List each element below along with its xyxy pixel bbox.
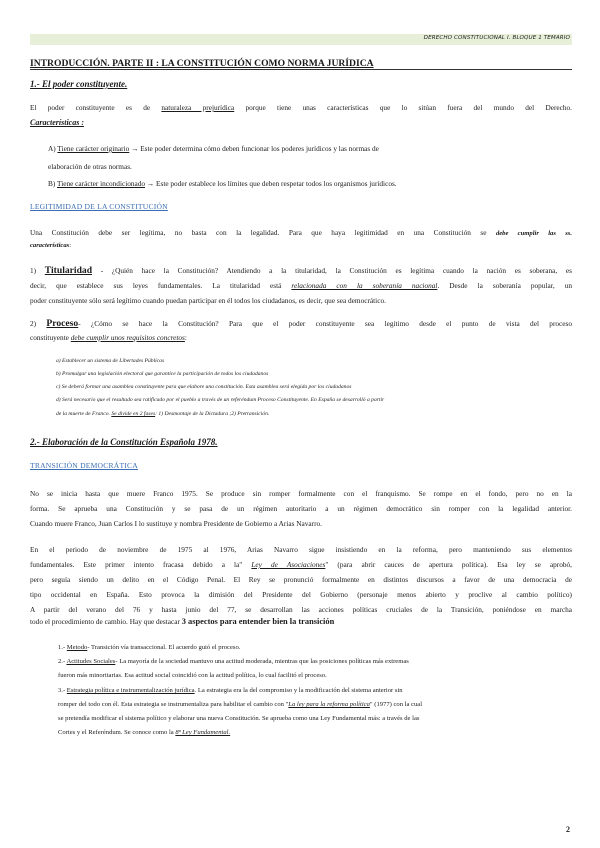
text-run-bold-italic: debe cumplir las ss. bbox=[495, 230, 572, 237]
text-run: 1.- bbox=[58, 644, 67, 651]
paragraph-titularidad-l1 bbox=[30, 264, 572, 279]
text-run: - La mayoría de la sociedad mantuvo una actitud moderada, mientras que las posiciones políticas más extremas bbox=[115, 658, 409, 665]
text-run: : bbox=[184, 333, 187, 342]
text-run: 3.- bbox=[58, 687, 67, 694]
title-underline-rule bbox=[30, 69, 572, 70]
text-run-underlined: 8ª Ley Fundamental. bbox=[175, 729, 231, 736]
paragraph-navarro-l5: A partir del verano del 76 y hasta junio del 77, se desarrollan las acciones políticas cruciales de la Transición, poniéndose en marcha bbox=[30, 605, 572, 614]
text-run-underlined: Se divide en 2 fases bbox=[111, 411, 156, 417]
text-run: . Desde la soberanía popular, un bbox=[437, 281, 572, 290]
aspecto-estrategia-l3: se pretendía modificar el sistema político y elaborar una nueva Constitución. Se aprueba como una Ley Fundamental más: a través de las bbox=[58, 715, 420, 722]
text-run: de la muerte de Franco. bbox=[56, 411, 112, 417]
paragraph-transicion-l2: forma. Se aprueba una Constitución y se pasa de un régimen autoritario a un régimen democrático sin romper con la legalidad anterior. bbox=[30, 504, 572, 513]
text-run-underlined: naturaleza prejurídica bbox=[161, 103, 235, 112]
text-run: " (1977) con la cual bbox=[369, 701, 423, 708]
paragraph-navarro-l6 bbox=[30, 617, 334, 626]
section-heading-transicion: TRANSICIÓN DEMOCRÁTICA bbox=[30, 461, 138, 470]
text-run-underlined: relacionada con la soberanía nacional bbox=[291, 281, 438, 290]
paragraph-navarro-l2 bbox=[30, 558, 572, 573]
section-heading-legitimidad: LEGITIMIDAD DE LA CONSTITUCIÓN bbox=[30, 202, 168, 211]
requisito-d-cont bbox=[56, 408, 269, 421]
heading-end: . bbox=[215, 437, 218, 447]
caracteristicas-label: Características : bbox=[30, 118, 84, 127]
text-run: constituyente bbox=[30, 333, 71, 342]
text-run: decir, que establece sus leyes fundamentales. La titularidad está bbox=[30, 281, 292, 290]
text-run: romper del todo con él. Esta estrategia se instrumentaliza para habilitar el cambio con " bbox=[58, 701, 289, 708]
section-heading-elaboracion bbox=[30, 437, 218, 447]
section-heading-poder-constituyente: 1.- El poder constituyente. bbox=[30, 79, 128, 89]
text-run: . La estrategia era la del compromiso y la modificación del sistema anterior sin bbox=[194, 687, 403, 694]
text-run: Una Constitución debe ser legítima, no basta con la legalidad. Para que haya legitimidad en una Constitución se bbox=[30, 228, 496, 237]
titularidad-term: Titularidad bbox=[44, 265, 93, 276]
paragraph-poder-intro bbox=[30, 101, 572, 116]
text-run: - Transición vía transaccional. El acuerdo guió el proceso. bbox=[87, 644, 241, 651]
item-caracter-incondicionado bbox=[48, 177, 397, 191]
requisito-d: d) Será necesario que el resultado sea ratificado por el pueblo a través de un referéndum Proceso Constituyente. En España se desarrolló a partir bbox=[56, 397, 385, 403]
text-run-underlined: Estrategia política e instrumentalización jurídica bbox=[66, 687, 195, 694]
requisito-b: b) Promulgar una legislación electoral que garantice la participación de todos los ciudadanos bbox=[56, 371, 269, 377]
text-run: 2) bbox=[30, 319, 47, 328]
requisito-c: c) Se deberá formar una asamblea constituyente para que elabore una constitución. Esta asamblea será elegida por los ciudadanos bbox=[56, 384, 352, 390]
text-run: - ¿Quién hace la Constitución? Atendiendo a la titularidad, la Constitución es legítima cuando la nación es soberana, es bbox=[92, 266, 573, 275]
text-run: porque tiene unas características que lo sitúan fuera del mundo del Derecho. bbox=[234, 103, 572, 112]
paragraph-titularidad-l2 bbox=[30, 279, 572, 294]
paragraph-transicion-l1: No se inicia hasta que muere Franco 1975. Se produce sin romper formalmente con el franquismo. Se rompe en el fondo, pero no en la bbox=[30, 489, 572, 498]
item-caracter-originario bbox=[48, 142, 379, 156]
text-run: Cortes y el Referéndum. Se conoce como la bbox=[58, 729, 176, 736]
paragraph-legitimidad-cont bbox=[30, 242, 71, 249]
text-run: - ¿Cómo se hace la Constitución? Para que el poder constituyente sea legítimo desde el punto de vista del proceso bbox=[78, 319, 572, 328]
page-number: 2 bbox=[566, 825, 570, 834]
text-run-underlined: La ley para la reforma política bbox=[288, 701, 370, 708]
text-run-underlined: Ley de Asociaciones bbox=[251, 560, 326, 569]
text-run-bold: 3 aspectos para entender bien la transición bbox=[181, 617, 335, 626]
text-run: : 1) Desmontaje de la Dictadura ;2) Pretransición. bbox=[155, 411, 270, 417]
heading-text: 2.- Elaboración de la Constitución Española 1978 bbox=[30, 437, 216, 447]
text-run: : bbox=[69, 242, 72, 249]
text-run: " (para abrir cauces de apertura política). Esa ley se aprobó, bbox=[325, 560, 572, 569]
text-run-underlined: debe cumplir unos requisitos concretos bbox=[70, 333, 185, 342]
aspecto-actitudes bbox=[58, 655, 409, 668]
page-title: INTRODUCCIÓN. PARTE II : LA CONSTITUCIÓN COMO NORMA JURÍDICA bbox=[30, 58, 374, 69]
text-run-bold-italic: características bbox=[30, 242, 70, 249]
text-run: El poder constituyente es de bbox=[30, 103, 162, 112]
paragraph-proceso-l2 bbox=[30, 333, 187, 342]
text-run: A) bbox=[48, 144, 58, 153]
paragraph-legitimidad bbox=[30, 226, 572, 242]
text-run: fundamentales. Este primer intento fracasa debido a la" bbox=[30, 560, 252, 569]
text-run: B) bbox=[48, 179, 57, 188]
requisito-a: a) Establecer un sistema de Libertades Públicas bbox=[56, 358, 165, 364]
paragraph-navarro-l3: pero seguía siendo un delito en el Código Penal. El Rey se pronunció formalmente en distintos discursos a favor de una democracia de bbox=[30, 575, 572, 584]
aspecto-metodo bbox=[58, 641, 240, 654]
text-run-underlined: Tiene carácter incondicionado bbox=[57, 179, 146, 188]
paragraph-navarro-l4: tipo occidental en España. Esto provoca la dimisión del Presidente del Gobierno (personaje menos abierto y proclive al cambio político) bbox=[30, 590, 572, 599]
proceso-term: Proceso bbox=[46, 318, 79, 329]
text-run: 2.- bbox=[58, 658, 67, 665]
aspecto-estrategia bbox=[58, 684, 403, 697]
text-run: todo el procedimiento de cambio. Hay que destacar bbox=[30, 617, 182, 626]
paragraph-titularidad-l3: poder constituyente sólo será legítimo cuando puedan participar en él todos los ciudadanos, es decir, que sea democrático. bbox=[30, 296, 386, 305]
text-run-underlined: Metodo bbox=[66, 644, 88, 651]
aspecto-estrategia-l2 bbox=[58, 698, 422, 711]
text-run: 1) bbox=[30, 266, 45, 275]
text-run-underlined: Tiene carácter originario bbox=[57, 144, 130, 153]
paragraph-transicion-l3: Cuando muere Franco, Juan Carlos I lo sustituye y nombra Presidente de Gobierno a Arias Navarro. bbox=[30, 519, 323, 528]
aspecto-actitudes-cont: fueron más minoritarias. Esa actitud social coincidió con la actitud política, lo cual facilitó el proceso. bbox=[58, 672, 327, 679]
text-run: → Este poder establece los límites que deben respetar todos los organismos jurídicos. bbox=[145, 179, 397, 188]
text-run-underlined: Actitudes Sociales bbox=[66, 658, 116, 665]
aspecto-estrategia-l4 bbox=[58, 726, 230, 739]
running-header: DERECHO CONSTITUCIONAL I. BLOQUE 1 TEMARIO bbox=[423, 35, 570, 41]
paragraph-navarro-l1: En el periodo de noviembre de 1975 al 1976, Arias Navarro sigue insistiendo en la reforma, pero manteniendo sus elementos bbox=[30, 545, 572, 554]
paragraph-proceso-l1 bbox=[30, 317, 572, 332]
text-run: → Este poder determina cómo deben funcionar los poderes jurídicos y las normas de bbox=[129, 144, 379, 153]
item-caracter-originario-cont: elaboración de otras normas. bbox=[48, 162, 132, 171]
heading-text: 1.- El poder constituyente bbox=[30, 79, 125, 89]
